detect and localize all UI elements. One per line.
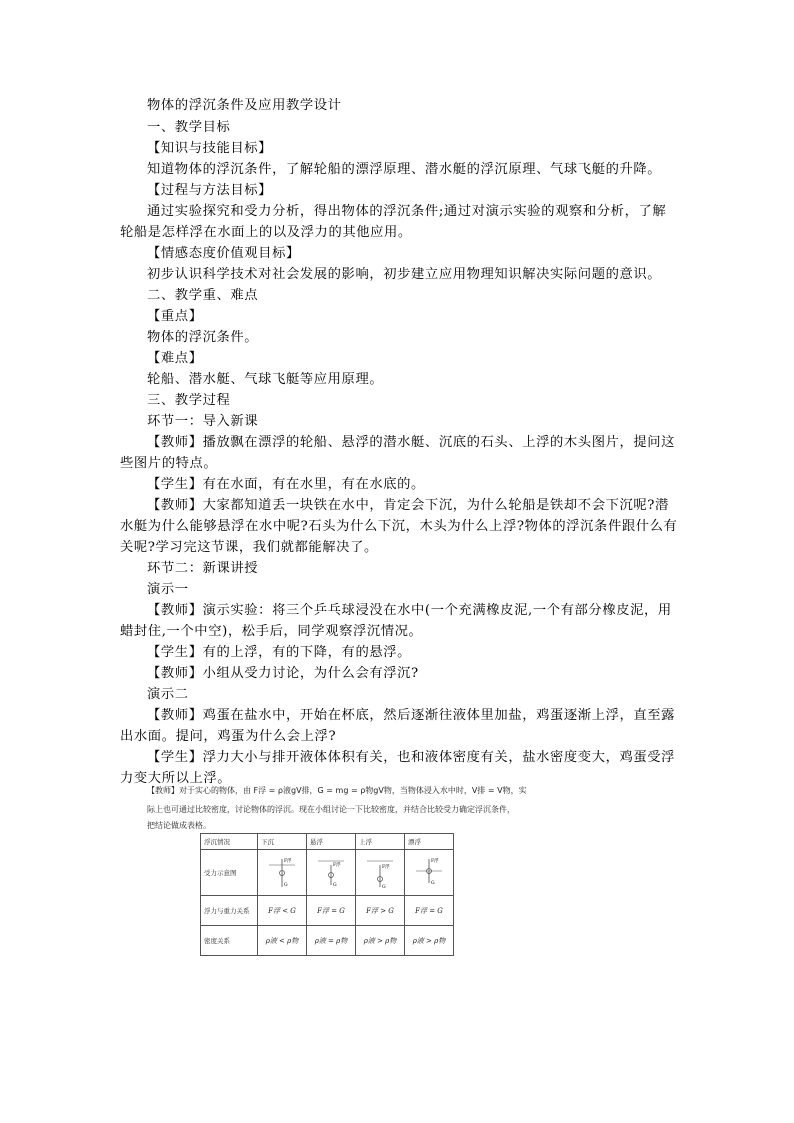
table-cell: ρ液 > ρ物 bbox=[356, 926, 405, 956]
paragraph-line: 物体的浮沉条件。 bbox=[147, 330, 259, 345]
section-step-two: 环节二：新课讲授 bbox=[147, 561, 259, 576]
table-header-cell: 上浮 bbox=[356, 834, 405, 850]
paragraph-line: 力变大所以上浮。 bbox=[120, 771, 232, 786]
table-cell: F浮 < G bbox=[258, 896, 307, 926]
force-diagram-suspended-svg bbox=[316, 853, 346, 893]
force-diagram-floating-svg bbox=[414, 853, 444, 893]
force-diagram-suspended bbox=[307, 850, 356, 896]
force-diagram-rising bbox=[356, 850, 405, 896]
paragraph-line: 轮船、潜水艇、气球飞艇等应用原理。 bbox=[147, 372, 384, 387]
paragraph-line: 蜡封住,一个中空)，松手后，同学观察浮沉情况。 bbox=[120, 624, 423, 639]
paragraph-line: 出水面。提问，鸡蛋为什么会上浮? bbox=[120, 729, 337, 744]
subheading-key: 【重点】 bbox=[147, 309, 203, 324]
buoyancy-comparison-table bbox=[200, 833, 454, 956]
section-step-one: 环节一：导入新课 bbox=[147, 414, 259, 429]
gravity-label: G bbox=[431, 880, 435, 886]
table-header-cell: 悬浮 bbox=[307, 834, 356, 850]
table-cell: ρ液 > ρ物 bbox=[405, 926, 454, 956]
heading-process: 三、教学过程 bbox=[147, 393, 231, 408]
force-label: F浮 bbox=[284, 858, 292, 864]
table-cell: ρ液 = ρ物 bbox=[307, 926, 356, 956]
paragraph-line: 【教师】播放飘在漂浮的轮船、悬浮的潜水艇、沉底的石头、上浮的木头图片，提问这 bbox=[147, 435, 676, 450]
paragraph-line: 【学生】有的上浮，有的下降，有的悬浮。 bbox=[147, 645, 412, 660]
force-diagram-sinking-svg bbox=[267, 853, 297, 893]
heading-key-points: 二、教学重、难点 bbox=[147, 288, 259, 303]
force-label: F浮 bbox=[431, 858, 439, 864]
force-diagram-rising-svg bbox=[365, 853, 395, 893]
paragraph-line: 【教师】大家都知道丢一块铁在水中，肯定会下沉，为什么轮船是铁却不会下沉呢?潜 bbox=[147, 498, 669, 513]
gravity-label: G bbox=[382, 884, 386, 890]
paragraph-line: 关呢?学习完这节课，我们就都能解决了。 bbox=[120, 540, 378, 555]
table-row-label: 密度关系 bbox=[201, 926, 258, 956]
table-header-cell: 漂浮 bbox=[405, 834, 454, 850]
paragraph-line: 知道物体的浮沉条件，了解轮船的漂浮原理、潜水艇的浮沉原理、气球飞艇的升降。 bbox=[147, 162, 662, 177]
paragraph-line: 些图片的特点。 bbox=[120, 456, 218, 471]
heading-objectives: 一、教学目标 bbox=[147, 120, 231, 135]
paragraph-line: 轮船是怎样浮在水面上的以及浮力的其他应用。 bbox=[120, 225, 412, 240]
subheading-attitude: 【情感态度价值观目标】 bbox=[147, 246, 300, 261]
note-line: 把结论做成表格。 bbox=[147, 821, 211, 830]
paragraph-line: 【教师】小组从受力讨论，为什么会有浮沉? bbox=[147, 666, 419, 681]
force-diagram-floating bbox=[405, 850, 454, 896]
table-cell: F浮 = G bbox=[307, 896, 356, 926]
gravity-label: G bbox=[333, 882, 337, 888]
table-row-force-relation bbox=[201, 896, 454, 926]
table-header-cell: 浮沉情况 bbox=[201, 834, 258, 850]
table-cell: F浮 = G bbox=[405, 896, 454, 926]
paragraph-line: 【学生】有在水面，有在水里，有在水底的。 bbox=[147, 477, 425, 492]
table-row-label: 浮力与重力关系 bbox=[201, 896, 258, 926]
paragraph-line: 【学生】浮力大小与排开液体体积有关，也和液体密度有关，盐水密度变大，鸡蛋受浮 bbox=[147, 750, 676, 765]
table-cell: F浮 > G bbox=[356, 896, 405, 926]
table-header-row bbox=[201, 834, 454, 850]
force-label: F浮 bbox=[333, 862, 341, 868]
paragraph-line: 【教师】演示实验：将三个乒乓球浸没在水中(一个充满橡皮泥,一个有部分橡皮泥，用 bbox=[147, 603, 672, 618]
table-row-force-diagram bbox=[201, 850, 454, 896]
demo-one-heading: 演示一 bbox=[147, 582, 189, 597]
table-cell: ρ液 < ρ物 bbox=[258, 926, 307, 956]
table-header-cell: 下沉 bbox=[258, 834, 307, 850]
demo-two-heading: 演示二 bbox=[147, 687, 189, 702]
note-line: 际上也可通过比较密度，讨论物体的浮沉。现在小组讨论一下比较密度，并结合比较受力确定浮沉条件， bbox=[147, 805, 515, 814]
paragraph-line: 【教师】鸡蛋在盐水中，开始在杯底，然后逐渐往液体里加盐，鸡蛋逐渐上浮，直至露 bbox=[147, 708, 676, 723]
table-row-label: 受力示意图 bbox=[201, 850, 258, 896]
paragraph-line: 通过实验探究和受力分析，得出物体的浮沉条件;通过对演示实验的观察和分析，了解 bbox=[147, 204, 667, 219]
paragraph-line: 初步认识科学技术对社会发展的影响，初步建立应用物理知识解决实际问题的意识。 bbox=[147, 267, 662, 282]
document-title: 物体的浮沉条件及应用教学设计 bbox=[147, 98, 342, 113]
subheading-process: 【过程与方法目标】 bbox=[147, 183, 273, 198]
force-label: F浮 bbox=[382, 864, 390, 870]
paragraph-line: 水艇为什么能够悬浮在水中呢?石头为什么下沉，木头为什么上浮?物体的浮沉条件跟什么有 bbox=[120, 519, 678, 534]
subheading-knowledge: 【知识与技能目标】 bbox=[147, 141, 273, 156]
gravity-label: G bbox=[284, 882, 288, 888]
subheading-difficult: 【难点】 bbox=[147, 351, 203, 366]
note-line: 【教师】对于实心的物体，由 F浮 = ρ液gV排，G = mg = ρ物gV物，当物体浸入水中时，V排 = V物，实 bbox=[147, 786, 527, 795]
force-diagram-sinking bbox=[258, 850, 307, 896]
table-row-density-relation bbox=[201, 926, 454, 956]
